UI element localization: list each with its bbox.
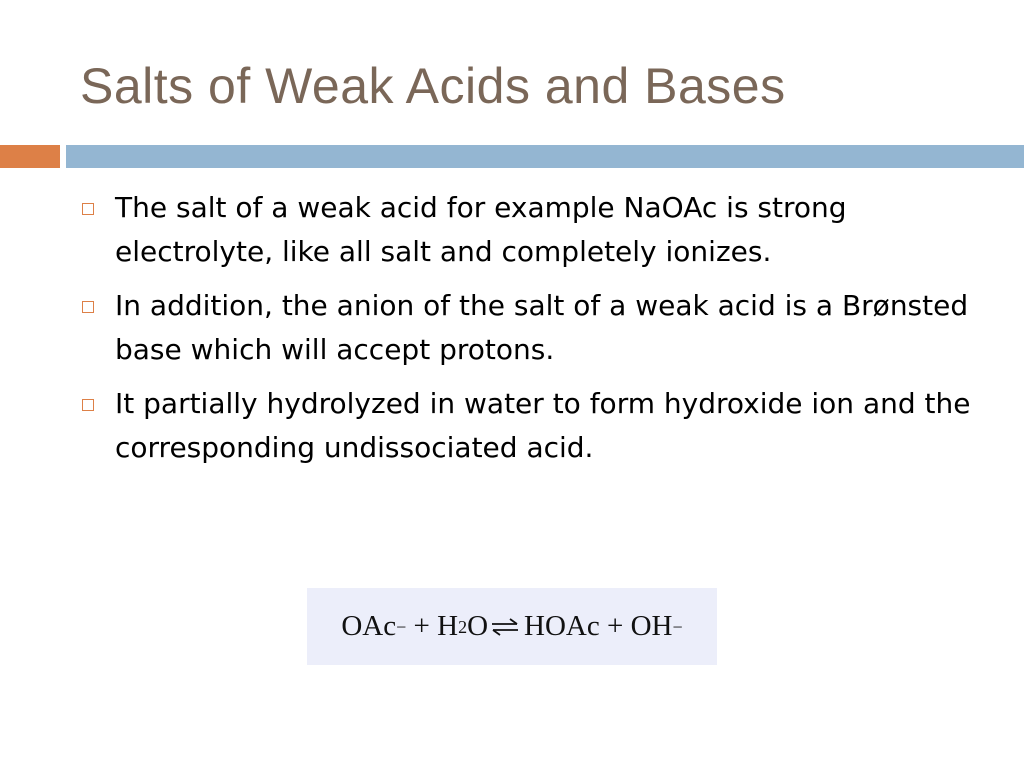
bullet-item — [80, 284, 980, 372]
bullet-list — [80, 186, 980, 480]
square-bullet-icon — [82, 399, 94, 411]
accent-bar-blue — [66, 145, 1024, 168]
bullet-item — [80, 186, 980, 274]
equilibrium-arrow-icon — [491, 618, 519, 636]
bullet-text: It partially hydrolyzed in water to form hydroxide ion and the corresponding undissociated acid. — [115, 387, 971, 464]
equation-reactant-water-o: O — [467, 610, 489, 642]
equation-product-hydroxide: OH — [630, 610, 673, 642]
bullet-text: The salt of a weak acid for example NaOAc is strong electrolyte, like all salt and completely ionizes. — [115, 191, 847, 268]
equation-product-acetic-acid: HOAc — [524, 610, 600, 642]
equation-reactant-acetate: OAc — [341, 610, 397, 642]
equation-plus: + — [406, 610, 438, 642]
square-bullet-icon — [82, 203, 94, 215]
bullet-item — [80, 382, 980, 470]
hydrolysis-equation: OAc − + H 2 O HOAc + OH − — [307, 588, 717, 665]
square-bullet-icon — [82, 301, 94, 313]
slide-title: Salts of Weak Acids and Bases — [80, 58, 786, 114]
accent-bar-orange — [0, 145, 60, 168]
bullet-text: In addition, the anion of the salt of a weak acid is a Brønsted base which will accept protons. — [115, 289, 969, 366]
equation-reactant-water-h: H — [437, 610, 459, 642]
equation-plus: + — [599, 610, 631, 642]
